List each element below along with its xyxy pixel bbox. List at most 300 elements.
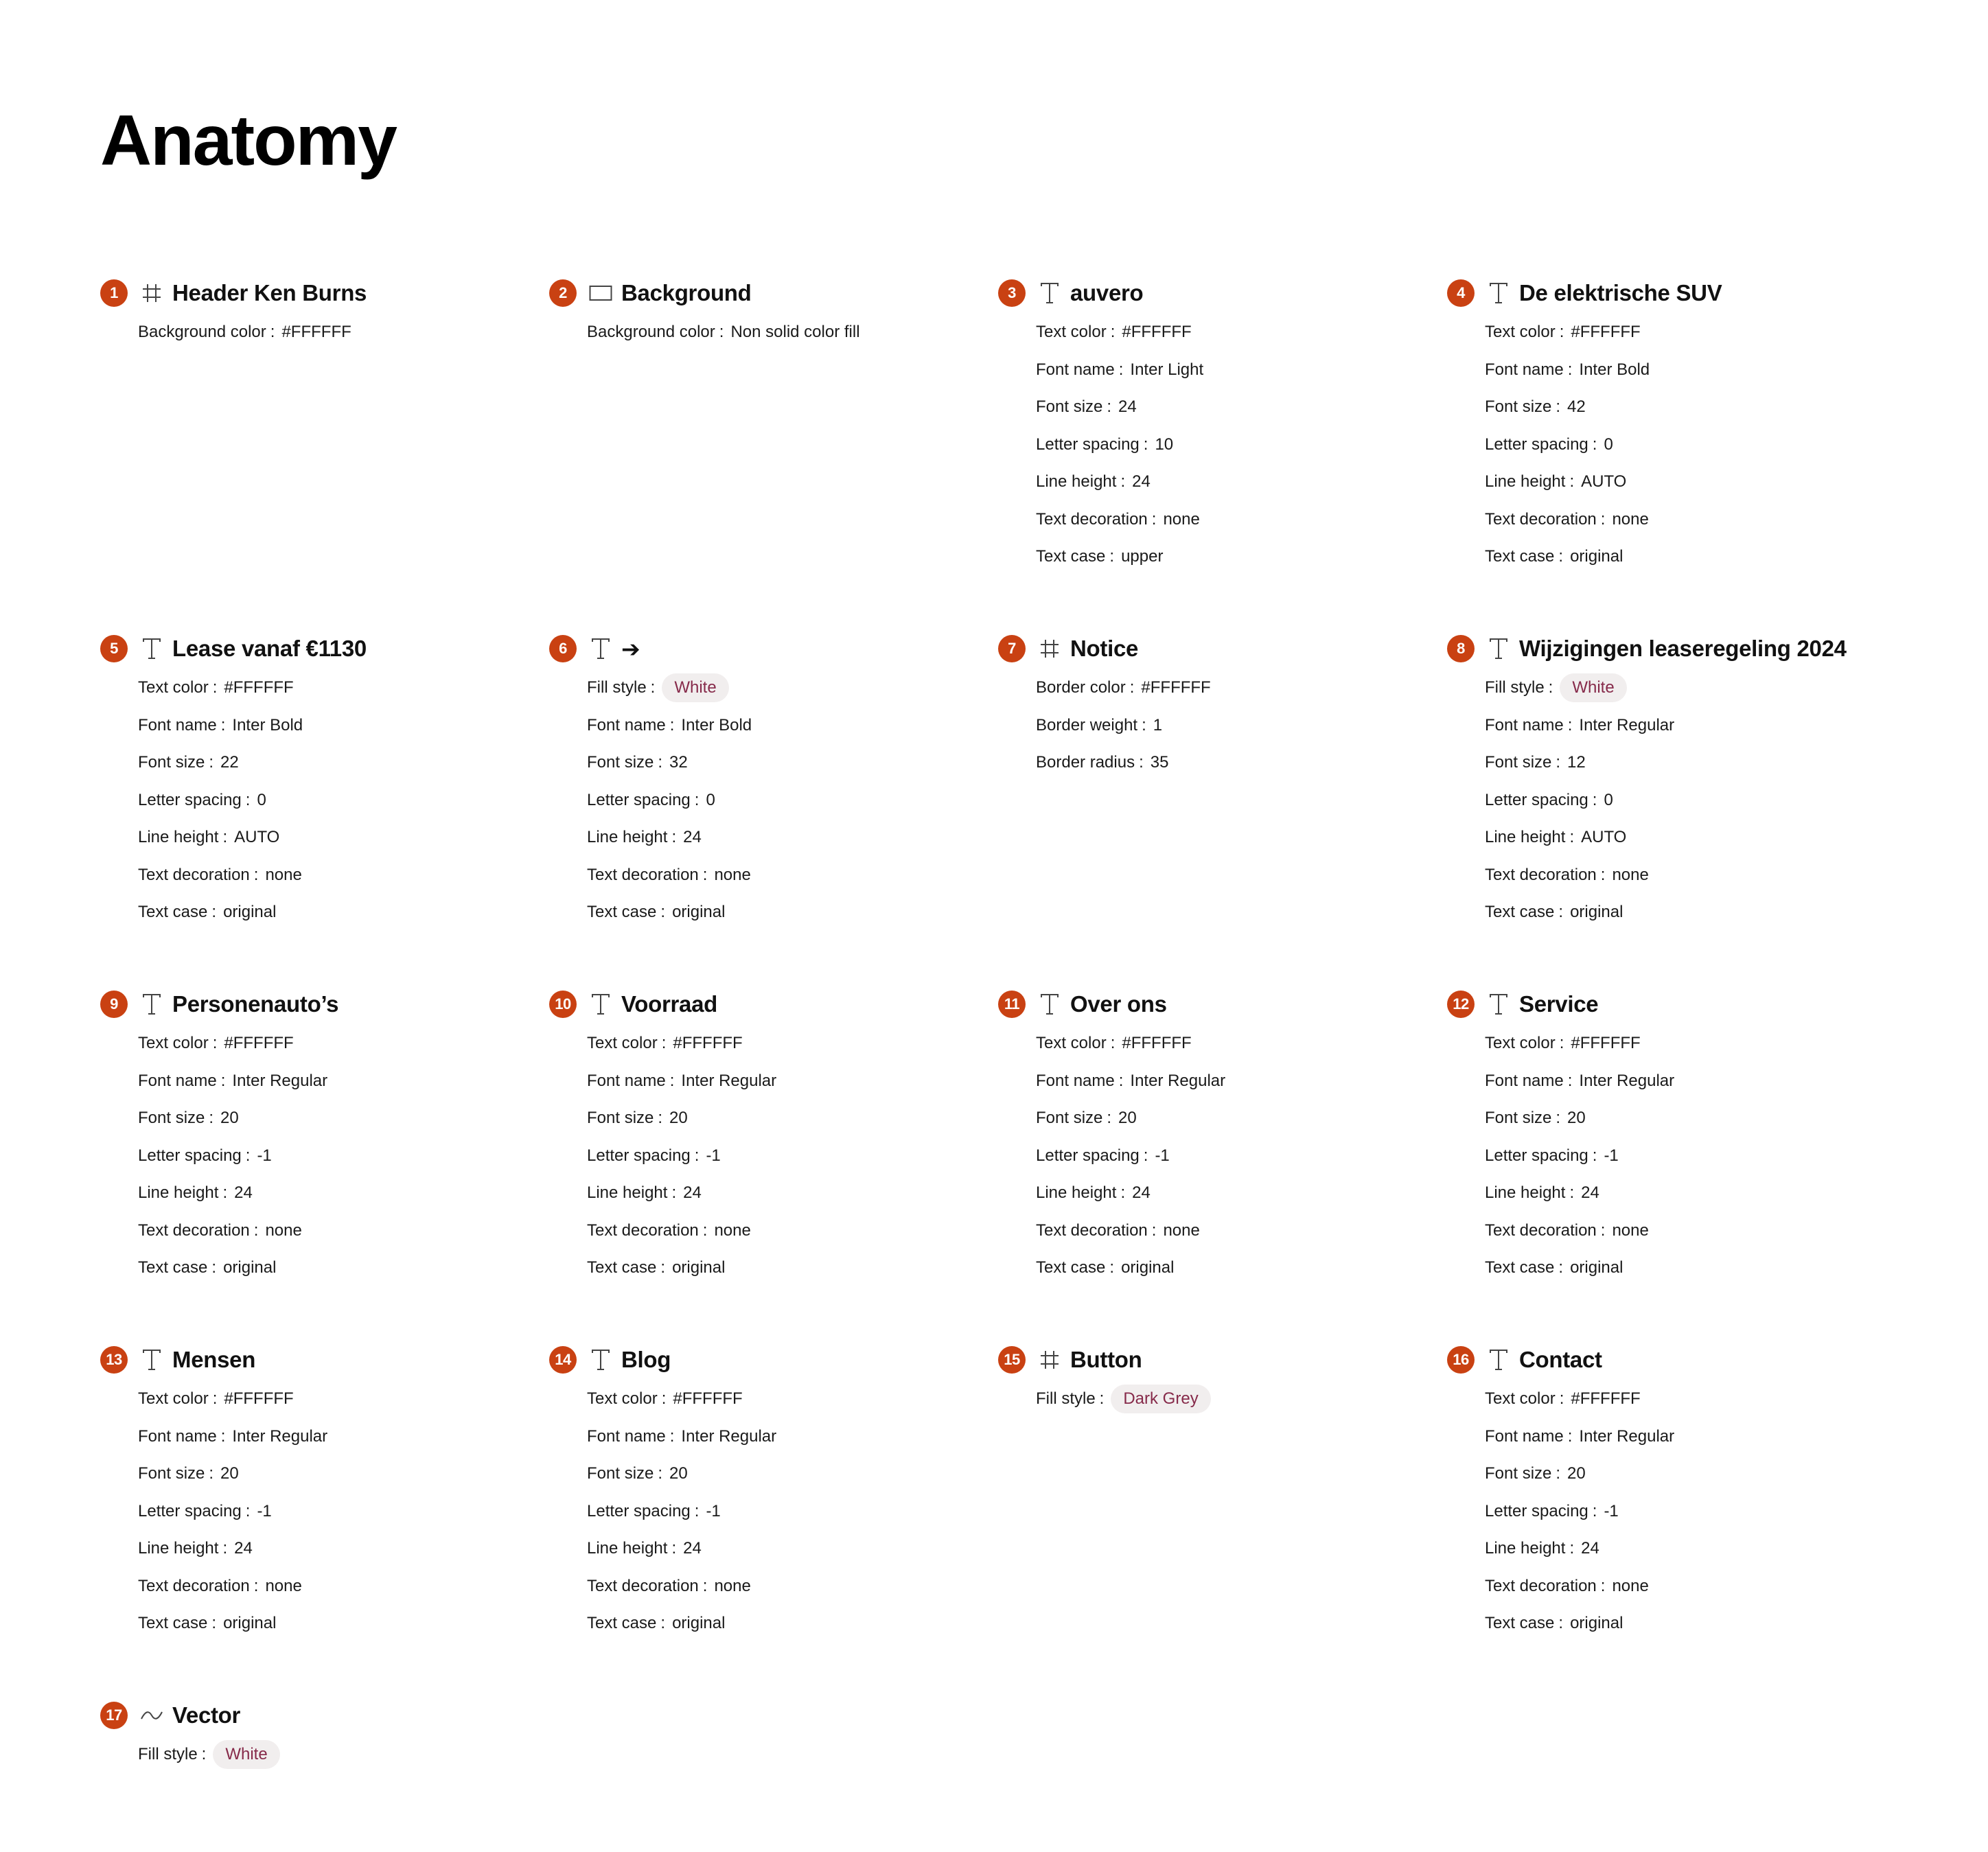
property-label: Border color bbox=[1036, 678, 1126, 697]
anatomy-item bbox=[1447, 989, 1886, 1287]
item-header bbox=[998, 1345, 1437, 1375]
page-title: Anatomy bbox=[100, 101, 396, 181]
property-row bbox=[587, 894, 989, 931]
property-separator: : bbox=[212, 678, 218, 697]
anatomy-item bbox=[549, 278, 989, 351]
number-badge: 5 bbox=[100, 635, 128, 662]
property-separator: : bbox=[1120, 472, 1126, 491]
item-name: Button bbox=[1070, 1347, 1142, 1372]
text-icon bbox=[587, 635, 614, 662]
property-row bbox=[1036, 426, 1437, 464]
property-row bbox=[1485, 1418, 1886, 1456]
property-row bbox=[1485, 389, 1886, 426]
property-row bbox=[1036, 1137, 1437, 1175]
anatomy-item bbox=[549, 1345, 989, 1643]
property-separator: : bbox=[220, 1426, 226, 1446]
property-label: Line height bbox=[1485, 1539, 1566, 1558]
property-label: Line height bbox=[138, 1539, 219, 1558]
frame-icon bbox=[1036, 635, 1063, 662]
property-row bbox=[1036, 351, 1437, 389]
item-name: ➔ bbox=[621, 636, 640, 662]
property-label: Text case bbox=[1485, 547, 1555, 566]
property-value: original bbox=[672, 1258, 726, 1277]
property-separator: : bbox=[1559, 1389, 1564, 1409]
text-icon bbox=[587, 991, 614, 1018]
property-row bbox=[1485, 1212, 1886, 1250]
property-separator: : bbox=[694, 790, 700, 809]
property-row bbox=[1036, 314, 1437, 351]
property-separator: : bbox=[661, 1034, 667, 1053]
property-label: Letter spacing bbox=[587, 1501, 691, 1520]
property-label: Text decoration bbox=[587, 1220, 699, 1240]
property-value: Non solid color fill bbox=[730, 323, 860, 342]
number-badge: 15 bbox=[998, 1346, 1026, 1374]
property-value: Inter Bold bbox=[681, 715, 752, 734]
property-separator: : bbox=[669, 1071, 675, 1090]
property-value: none bbox=[714, 865, 751, 884]
property-label: Font size bbox=[138, 753, 205, 772]
property-separator: : bbox=[1107, 397, 1112, 417]
property-label: Font size bbox=[587, 1464, 654, 1483]
item-header bbox=[549, 989, 989, 1019]
property-separator: : bbox=[220, 715, 226, 734]
property-row bbox=[1485, 351, 1886, 389]
property-row bbox=[138, 1605, 540, 1643]
property-separator: : bbox=[1109, 1258, 1115, 1277]
property-row bbox=[1485, 1493, 1886, 1531]
property-value: none bbox=[265, 865, 302, 884]
anatomy-item bbox=[998, 989, 1437, 1287]
item-header bbox=[549, 278, 989, 308]
item-name: Contact bbox=[1519, 1347, 1602, 1372]
property-row bbox=[587, 1100, 989, 1137]
property-separator: : bbox=[1558, 1258, 1564, 1277]
property-row bbox=[587, 1137, 989, 1175]
property-label: Letter spacing bbox=[587, 790, 691, 809]
property-value: -1 bbox=[257, 1501, 272, 1520]
property-value: 20 bbox=[669, 1109, 688, 1128]
property-separator: : bbox=[253, 1576, 259, 1595]
property-label: Font name bbox=[1485, 1071, 1564, 1090]
property-value: Inter Regular bbox=[1579, 715, 1675, 734]
property-list bbox=[138, 1025, 540, 1287]
property-row bbox=[138, 819, 540, 857]
number-badge: 13 bbox=[100, 1346, 128, 1374]
property-row bbox=[1036, 1212, 1437, 1250]
property-label: Border weight bbox=[1036, 715, 1138, 734]
property-separator: : bbox=[1592, 1501, 1597, 1520]
property-label: Font name bbox=[587, 1426, 666, 1446]
property-separator: : bbox=[1569, 472, 1575, 491]
frame-icon bbox=[138, 279, 165, 307]
number-badge: 14 bbox=[549, 1346, 577, 1374]
property-label: Font size bbox=[1036, 1109, 1103, 1128]
property-separator: : bbox=[211, 1614, 217, 1633]
item-name: Mensen bbox=[172, 1347, 256, 1372]
anatomy-item bbox=[100, 278, 540, 351]
property-label: Letter spacing bbox=[138, 790, 242, 809]
property-value: 32 bbox=[669, 753, 688, 772]
property-value: 20 bbox=[1567, 1464, 1586, 1483]
property-label: Line height bbox=[1036, 1183, 1117, 1203]
property-value: #FFFFFF bbox=[1122, 1034, 1192, 1053]
property-list bbox=[138, 1380, 540, 1643]
property-value: none bbox=[1612, 865, 1649, 884]
property-label: Letter spacing bbox=[1485, 435, 1588, 454]
property-label: Font name bbox=[587, 1071, 666, 1090]
property-separator: : bbox=[671, 828, 677, 847]
item-header bbox=[1447, 634, 1886, 664]
property-row bbox=[138, 1380, 540, 1418]
property-label: Text case bbox=[587, 1614, 657, 1633]
property-row bbox=[1036, 1063, 1437, 1100]
property-list bbox=[587, 1380, 989, 1643]
property-label: Text case bbox=[1036, 1258, 1106, 1277]
property-separator: : bbox=[1118, 1071, 1124, 1090]
property-row bbox=[1485, 1249, 1886, 1287]
property-row bbox=[1036, 1025, 1437, 1063]
property-separator: : bbox=[1558, 1614, 1564, 1633]
property-separator: : bbox=[1139, 753, 1144, 772]
property-label: Font size bbox=[138, 1109, 205, 1128]
property-value: 24 bbox=[683, 1539, 702, 1558]
property-label: Line height bbox=[138, 1183, 219, 1203]
property-value: 24 bbox=[234, 1539, 253, 1558]
frame-icon bbox=[1036, 1346, 1063, 1374]
number-badge: 11 bbox=[998, 991, 1026, 1018]
item-header bbox=[100, 1700, 540, 1731]
property-label: Text decoration bbox=[1036, 1220, 1148, 1240]
property-value: Inter Regular bbox=[1130, 1071, 1226, 1090]
item-name: Personenauto’s bbox=[172, 991, 339, 1017]
property-value: original bbox=[223, 1614, 277, 1633]
property-value: Inter Regular bbox=[232, 1426, 328, 1446]
text-icon bbox=[1036, 991, 1063, 1018]
property-row bbox=[587, 669, 989, 707]
item-name: auvero bbox=[1070, 280, 1144, 305]
property-value: 0 bbox=[257, 790, 266, 809]
property-row bbox=[138, 1025, 540, 1063]
property-row bbox=[1036, 501, 1437, 539]
property-row bbox=[138, 1493, 540, 1531]
number-badge: 17 bbox=[100, 1702, 128, 1729]
property-value: original bbox=[1570, 1258, 1623, 1277]
property-value: #FFFFFF bbox=[224, 678, 294, 697]
property-separator: : bbox=[661, 1389, 667, 1409]
property-separator: : bbox=[212, 1389, 218, 1409]
property-label: Font size bbox=[1036, 397, 1103, 417]
property-value: #FFFFFF bbox=[673, 1389, 743, 1409]
property-value: none bbox=[1612, 1220, 1649, 1240]
number-badge: 16 bbox=[1447, 1346, 1475, 1374]
property-list bbox=[587, 669, 989, 931]
number-badge: 6 bbox=[549, 635, 577, 662]
property-value: Inter Regular bbox=[232, 1071, 328, 1090]
property-separator: : bbox=[1592, 435, 1597, 454]
property-label: Line height bbox=[1485, 472, 1566, 491]
property-label: Text color bbox=[587, 1389, 658, 1409]
property-label: Line height bbox=[587, 1539, 668, 1558]
property-row bbox=[587, 1063, 989, 1100]
anatomy-item bbox=[1447, 634, 1886, 931]
property-row bbox=[138, 1137, 540, 1175]
property-value: none bbox=[265, 1576, 302, 1595]
item-name: Service bbox=[1519, 991, 1599, 1017]
property-label: Font size bbox=[1485, 1109, 1552, 1128]
property-separator: : bbox=[1109, 547, 1115, 566]
number-badge: 10 bbox=[549, 991, 577, 1018]
property-list bbox=[1485, 1025, 1886, 1287]
property-label: Letter spacing bbox=[1485, 1146, 1588, 1165]
property-value: #FFFFFF bbox=[1571, 1034, 1641, 1053]
property-separator: : bbox=[1129, 678, 1135, 697]
property-row bbox=[1036, 463, 1437, 501]
anatomy-item bbox=[1447, 278, 1886, 576]
property-row bbox=[138, 1249, 540, 1287]
property-separator: : bbox=[1099, 1389, 1105, 1409]
property-row bbox=[138, 782, 540, 820]
property-row bbox=[1485, 501, 1886, 539]
property-value: 24 bbox=[683, 828, 702, 847]
property-value: none bbox=[1163, 1220, 1200, 1240]
property-separator: : bbox=[702, 1220, 708, 1240]
property-label: Line height bbox=[138, 828, 219, 847]
property-separator: : bbox=[211, 1258, 217, 1277]
property-separator: : bbox=[1556, 1109, 1561, 1128]
property-label: Letter spacing bbox=[1036, 1146, 1140, 1165]
property-separator: : bbox=[1558, 903, 1564, 922]
property-list bbox=[1036, 1380, 1437, 1418]
property-label: Border radius bbox=[1036, 753, 1135, 772]
property-separator: : bbox=[658, 1464, 663, 1483]
property-row bbox=[587, 1380, 989, 1418]
property-value: none bbox=[1612, 509, 1649, 529]
property-value: -1 bbox=[706, 1501, 721, 1520]
property-separator: : bbox=[1569, 1183, 1575, 1203]
property-separator: : bbox=[222, 828, 228, 847]
property-separator: : bbox=[212, 1034, 218, 1053]
property-row bbox=[587, 1025, 989, 1063]
item-header bbox=[100, 989, 540, 1019]
property-label: Text decoration bbox=[1485, 865, 1597, 884]
property-value: none bbox=[265, 1220, 302, 1240]
property-value: 12 bbox=[1567, 753, 1586, 772]
property-value: Inter Light bbox=[1130, 360, 1204, 379]
anatomy-item bbox=[998, 1345, 1437, 1418]
property-value: original bbox=[1121, 1258, 1175, 1277]
property-label: Font name bbox=[1485, 715, 1564, 734]
property-row bbox=[1485, 707, 1886, 745]
property-label: Text color bbox=[138, 1389, 209, 1409]
property-value: upper bbox=[1121, 547, 1164, 566]
property-value: #FFFFFF bbox=[1122, 323, 1192, 342]
property-value: 42 bbox=[1567, 397, 1586, 417]
property-row bbox=[1485, 1063, 1886, 1100]
property-value: original bbox=[1570, 903, 1623, 922]
property-separator: : bbox=[1118, 360, 1124, 379]
property-separator: : bbox=[222, 1539, 228, 1558]
property-separator: : bbox=[1569, 828, 1575, 847]
property-label: Text case bbox=[1036, 547, 1106, 566]
property-row bbox=[1036, 1249, 1437, 1287]
property-label: Text case bbox=[1485, 903, 1555, 922]
property-value: none bbox=[714, 1220, 751, 1240]
property-value: 20 bbox=[220, 1109, 239, 1128]
property-separator: : bbox=[209, 753, 214, 772]
property-value: original bbox=[223, 1258, 277, 1277]
property-row bbox=[1485, 426, 1886, 464]
number-badge: 12 bbox=[1447, 991, 1475, 1018]
property-value: 20 bbox=[1567, 1109, 1586, 1128]
property-row bbox=[1036, 669, 1437, 707]
property-row bbox=[138, 894, 540, 931]
property-value: -1 bbox=[257, 1146, 272, 1165]
property-separator: : bbox=[671, 1183, 677, 1203]
property-separator: : bbox=[658, 753, 663, 772]
property-value: 0 bbox=[1604, 435, 1613, 454]
property-label: Text color bbox=[587, 1034, 658, 1053]
text-icon bbox=[138, 991, 165, 1018]
property-separator: : bbox=[660, 903, 666, 922]
property-separator: : bbox=[1556, 1464, 1561, 1483]
property-value: none bbox=[1163, 509, 1200, 529]
anatomy-item bbox=[549, 634, 989, 931]
property-row bbox=[138, 1418, 540, 1456]
property-value: -1 bbox=[1604, 1146, 1619, 1165]
number-badge: 1 bbox=[100, 279, 128, 307]
number-badge: 4 bbox=[1447, 279, 1475, 307]
property-label: Text color bbox=[1036, 323, 1107, 342]
property-label: Text color bbox=[138, 1034, 209, 1053]
property-separator: : bbox=[1110, 323, 1116, 342]
property-label: Font size bbox=[1485, 753, 1552, 772]
property-label: Font size bbox=[1485, 1464, 1552, 1483]
property-separator: : bbox=[660, 1258, 666, 1277]
text-icon bbox=[1036, 279, 1063, 307]
property-row bbox=[587, 744, 989, 782]
property-list bbox=[1485, 314, 1886, 576]
property-separator: : bbox=[660, 1614, 666, 1633]
property-row bbox=[587, 1212, 989, 1250]
property-separator: : bbox=[1107, 1109, 1112, 1128]
property-separator: : bbox=[694, 1501, 700, 1520]
property-separator: : bbox=[1600, 1576, 1606, 1595]
property-value: #FFFFFF bbox=[1571, 1389, 1641, 1409]
property-row bbox=[138, 1530, 540, 1568]
property-label: Font size bbox=[138, 1464, 205, 1483]
property-label: Text decoration bbox=[587, 1576, 699, 1595]
property-label: Background color bbox=[138, 323, 266, 342]
text-icon bbox=[587, 1346, 614, 1374]
property-separator: : bbox=[1556, 753, 1561, 772]
property-row bbox=[587, 1174, 989, 1212]
item-name: De elektrische SUV bbox=[1519, 280, 1722, 305]
property-separator: : bbox=[1558, 547, 1564, 566]
property-separator: : bbox=[209, 1109, 214, 1128]
property-separator: : bbox=[1567, 1426, 1573, 1446]
property-separator: : bbox=[1143, 435, 1148, 454]
property-row bbox=[1485, 1605, 1886, 1643]
vector-icon bbox=[138, 1702, 165, 1729]
property-label: Letter spacing bbox=[587, 1146, 691, 1165]
property-row bbox=[1485, 1174, 1886, 1212]
item-name: Header Ken Burns bbox=[172, 280, 367, 305]
number-badge: 3 bbox=[998, 279, 1026, 307]
property-list bbox=[587, 1025, 989, 1287]
style-chip: White bbox=[662, 673, 728, 702]
item-header bbox=[998, 278, 1437, 308]
property-value: original bbox=[672, 1614, 726, 1633]
property-separator: : bbox=[1151, 1220, 1157, 1240]
property-separator: : bbox=[1559, 1034, 1564, 1053]
property-label: Text color bbox=[1036, 1034, 1107, 1053]
item-name: Voorraad bbox=[621, 991, 718, 1017]
property-row bbox=[1485, 1530, 1886, 1568]
property-row bbox=[138, 1100, 540, 1137]
property-value: 20 bbox=[220, 1464, 239, 1483]
property-label: Font name bbox=[1485, 1426, 1564, 1446]
property-label: Text color bbox=[138, 678, 209, 697]
property-label: Letter spacing bbox=[138, 1146, 242, 1165]
property-row bbox=[138, 1212, 540, 1250]
property-value: 24 bbox=[1581, 1183, 1599, 1203]
property-separator: : bbox=[1600, 865, 1606, 884]
property-separator: : bbox=[1592, 790, 1597, 809]
property-row bbox=[587, 819, 989, 857]
property-label: Text decoration bbox=[138, 1576, 250, 1595]
property-label: Text case bbox=[138, 1614, 208, 1633]
property-value: Inter Bold bbox=[232, 715, 303, 734]
property-separator: : bbox=[1600, 509, 1606, 529]
anatomy-item bbox=[998, 278, 1437, 576]
property-row bbox=[1485, 1025, 1886, 1063]
property-value: 24 bbox=[1132, 472, 1151, 491]
property-row bbox=[587, 1455, 989, 1493]
property-value: Inter Regular bbox=[1579, 1426, 1675, 1446]
property-separator: : bbox=[245, 1146, 251, 1165]
property-list bbox=[587, 314, 989, 351]
property-value: AUTO bbox=[1581, 828, 1627, 847]
property-label: Text case bbox=[587, 1258, 657, 1277]
property-label: Text case bbox=[138, 903, 208, 922]
property-row bbox=[1485, 1100, 1886, 1137]
property-separator: : bbox=[1592, 1146, 1597, 1165]
property-label: Font size bbox=[587, 1109, 654, 1128]
property-label: Fill style bbox=[138, 1745, 198, 1764]
property-label: Background color bbox=[587, 323, 715, 342]
style-chip: Dark Grey bbox=[1111, 1385, 1210, 1413]
item-name: Over ons bbox=[1070, 991, 1167, 1017]
property-label: Letter spacing bbox=[1485, 790, 1588, 809]
property-row bbox=[1485, 314, 1886, 351]
property-row bbox=[1485, 744, 1886, 782]
property-separator: : bbox=[1151, 509, 1157, 529]
property-label: Text case bbox=[587, 903, 657, 922]
property-row bbox=[587, 707, 989, 745]
property-row bbox=[587, 314, 989, 351]
property-row bbox=[587, 857, 989, 894]
property-separator: : bbox=[650, 678, 656, 697]
text-icon bbox=[1485, 991, 1512, 1018]
property-row bbox=[1485, 1455, 1886, 1493]
property-row bbox=[138, 669, 540, 707]
property-value: original bbox=[223, 903, 277, 922]
property-separator: : bbox=[201, 1745, 207, 1764]
property-label: Text decoration bbox=[138, 1220, 250, 1240]
property-label: Font size bbox=[587, 753, 654, 772]
property-separator: : bbox=[669, 715, 675, 734]
property-label: Text decoration bbox=[138, 865, 250, 884]
